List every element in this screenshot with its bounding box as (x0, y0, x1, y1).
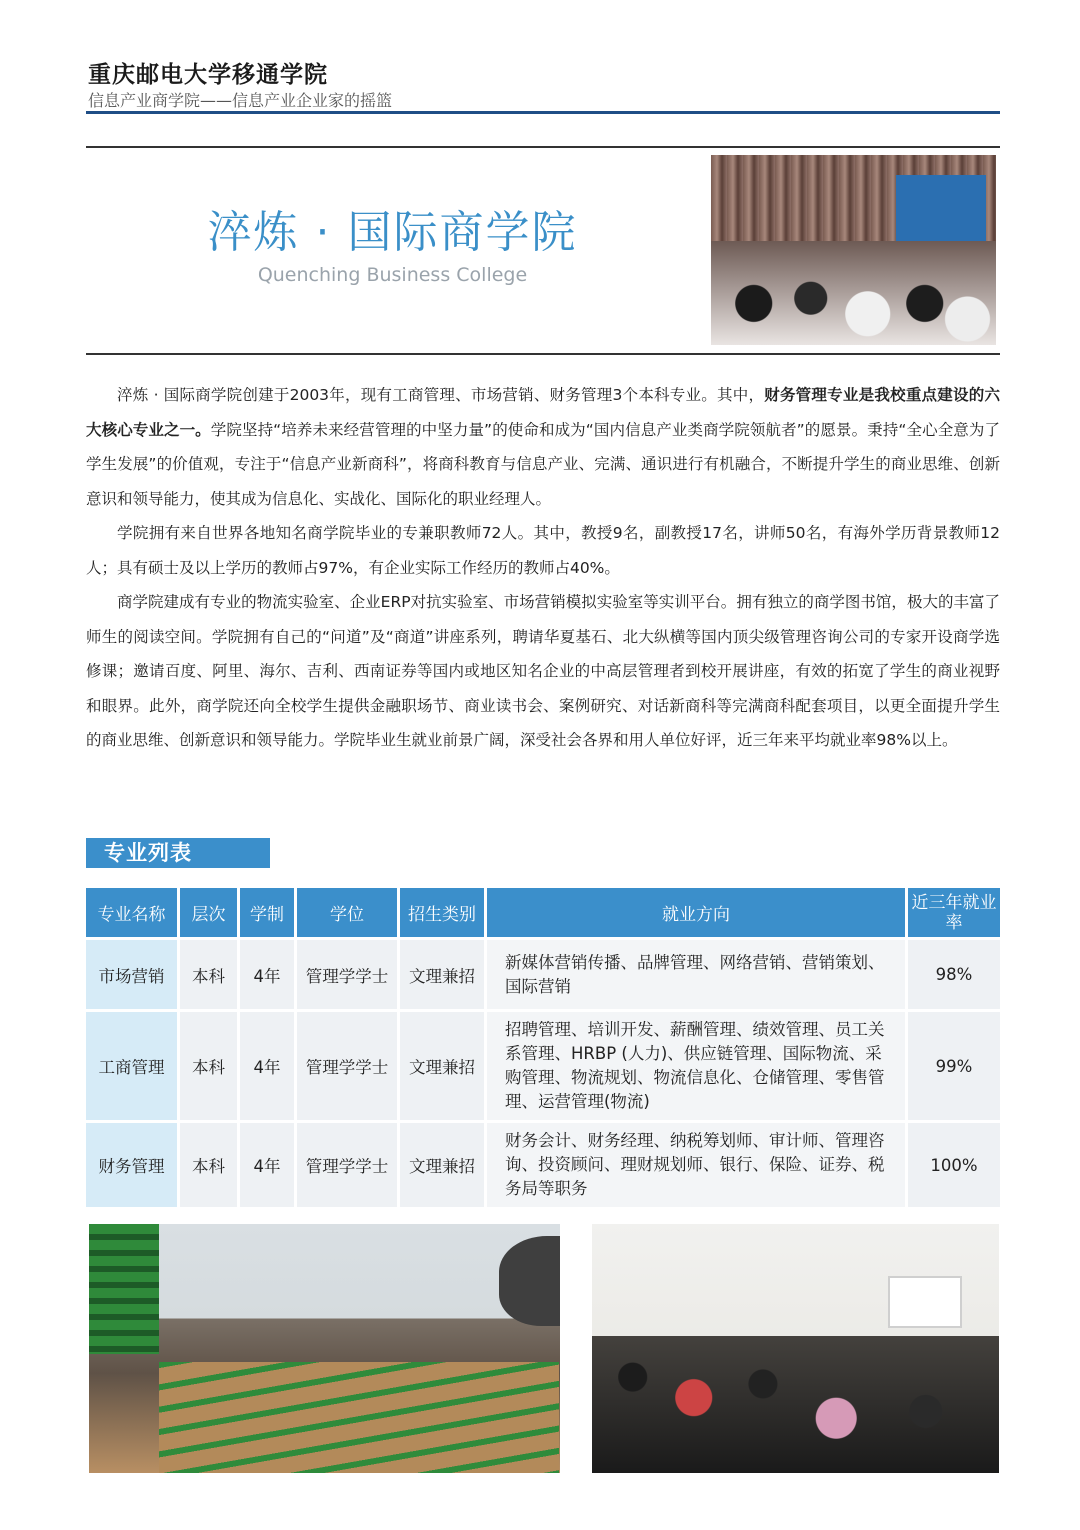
cell-level: 本科 (180, 1120, 237, 1207)
col-header-major: 专业名称 (86, 888, 177, 937)
cell-major: 工商管理 (86, 1009, 177, 1120)
table-row (86, 1009, 1000, 1120)
intro-paragraph-3: 商学院建成有专业的物流实验室、企业ERP对抗实验室、市场营销模拟实验室等实训平台。拥有独立的商学图书馆，极大的丰富了师生的阅读空间。学院拥有自己的“问道”及“商道”讲座系列，聘请华夏基石、北大纵横等国内顶尖级管理咨询公司的专家开设商学选修课；邀请百度、阿里、海尔、吉利、西南证券等国内或地区知名企业的中高层管理者到校开展讲座，有效的拓宽了学生的商业视野和眼界。此外，商学院还向全校学生提供金融职场节、商业读书会、案例研究、对话新商科等完满商科配套项目，以更全面提升学生的商业思维、创新意识和领导能力。学院毕业生就业前景广阔，深受社会各界和用人单位好评，近三年来平均就业率98%以上。 (86, 593, 1000, 749)
cell-degree: 管理学学士 (297, 937, 397, 1009)
photo-wall-map (499, 1236, 560, 1326)
cell-level: 本科 (180, 1009, 237, 1120)
intro-paragraph-1: 淬炼 · 国际商学院创建于2003年，现有工商管理、市场营销、财务管理3个本科专业。其中，财务管理专业是我校重点建设的六大核心专业之一。学院坚持“培养未来经营管理的中坚力量”的使命和成为“国内信息产业类商学院领航者”的愿景。秉持“全心全意为了学生发展”的价值观，专注于“信息产业新商科”，将商科教育与信息产业、完满、通识进行有机融合，不断提升学生的商业思维、创新意识和领导能力，使其成为信息化、实战化、国际化的职业经理人。 (86, 386, 1000, 508)
photo-projection-screen (888, 1276, 962, 1328)
col-header-category: 招生类别 (400, 888, 484, 937)
cell-degree: 管理学学士 (297, 1120, 397, 1207)
col-header-degree: 学位 (297, 888, 397, 937)
cell-career: 财务会计、财务经理、纳税筹划师、审计师、管理咨询、投资顾问、理财规划师、银行、保险、证券、税务局等职务 (487, 1120, 905, 1207)
photo-students (592, 1336, 999, 1473)
col-header-career: 就业方向 (487, 888, 905, 937)
cell-career: 新媒体营销传播、品牌管理、网络营销、营销策划、国际营销 (487, 937, 905, 1009)
title-rule-bottom (86, 353, 1000, 355)
university-name: 重庆邮电大学移通学院 (88, 61, 328, 88)
header-slogan: 信息产业商学院——信息产业企业家的摇篮 (88, 91, 393, 110)
college-title: 淬炼 · 国际商学院 (207, 207, 578, 258)
cell-degree: 管理学学士 (297, 1009, 397, 1120)
cell-career: 招聘管理、培训开发、薪酬管理、绩效管理、员工关系管理、HRBP (人力)、供应链管理、国际物流、采购管理、物流规划、物流信息化、仓储管理、零售管理、运营管理(物流) (487, 1009, 905, 1120)
cell-years: 4年 (240, 1009, 294, 1120)
cell-category: 文理兼招 (400, 937, 484, 1009)
cell-major: 财务管理 (86, 1120, 177, 1207)
col-header-level: 层次 (180, 888, 237, 937)
photo-green-seats (89, 1224, 159, 1354)
cell-category: 文理兼招 (400, 1120, 484, 1207)
cell-rate: 98% (908, 937, 1000, 1009)
photo-audience (711, 241, 996, 346)
header-divider (86, 111, 1000, 114)
photo-backdrop (896, 175, 986, 245)
intro-paragraph-2: 学院拥有来自世界各地知名商学院毕业的专兼职教师72人。其中，教授9名，副教授17名，讲师50名，有海外学历背景教师12人；具有硕士及以上学历的教师占97%，有企业实际工作经历的教师占40%。 (86, 524, 1000, 577)
col-header-rate: 近三年就业率 (908, 888, 1000, 937)
cell-level: 本科 (180, 937, 237, 1009)
college-title-english: Quenching Business College (257, 264, 528, 286)
classroom-photo (89, 1224, 560, 1473)
section-title-majors: 专业列表 (86, 838, 270, 868)
majors-table (83, 888, 1003, 1207)
seminar-photo (592, 1224, 999, 1473)
cell-category: 文理兼招 (400, 1009, 484, 1120)
cell-major: 市场营销 (86, 937, 177, 1009)
table-header-row (86, 888, 1000, 937)
table-row (86, 937, 1000, 1009)
table-row (86, 1120, 1000, 1207)
col-header-years: 学制 (240, 888, 294, 937)
cell-rate: 99% (908, 1009, 1000, 1120)
cell-years: 4年 (240, 937, 294, 1009)
title-rule-top (86, 146, 1000, 148)
cell-years: 4年 (240, 1120, 294, 1207)
photo-desk-rows (159, 1362, 559, 1473)
intro-text (86, 378, 1000, 758)
lecture-photo (711, 155, 996, 345)
cell-rate: 100% (908, 1120, 1000, 1207)
